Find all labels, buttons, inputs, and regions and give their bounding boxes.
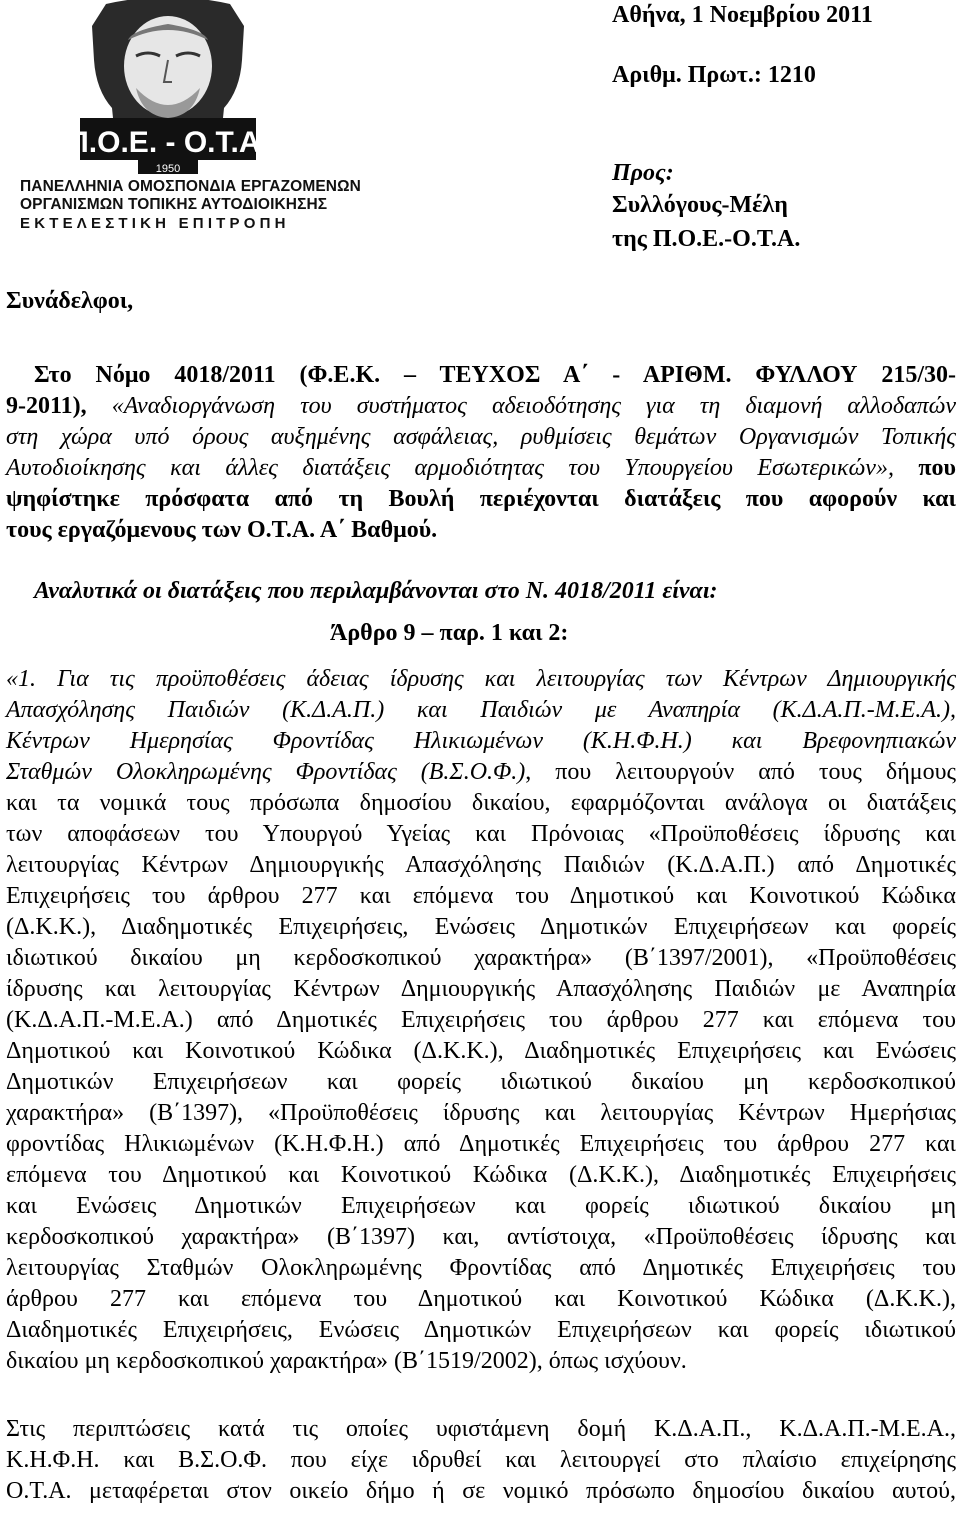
closing-line: Κ.Η.Φ.Η. και Β.Σ.Ο.Φ. που είχε ιδρυθεί και λειτουργεί στο πλαίσιο επιχείρησης [6, 1447, 956, 1473]
recipient-line1: Συλλόγους-Μέλη [612, 192, 788, 218]
quote-line: λειτουργίας Κέντρων Δημιουργικής Απασχόλησης Παιδιών (Κ.Δ.Α.Π.) από Δημοτικές [6, 852, 956, 878]
quote-line: φροντίδας Ηλικιωμένων (Κ.Η.Φ.Η.) από Δημοτικές Επιχειρήσεις του άρθρου 277 και [6, 1131, 956, 1157]
quote-line: χαρακτήρα» (Β΄1397), «Προϋποθέσεις ίδρυσης και λειτουργίας Κέντρων Ημερήσιας [6, 1100, 956, 1126]
quote-line: επόμενα του Δημοτικού και Κοινοτικού Κώδικα (Δ.Κ.Κ.), Διαδημοτικές Επιχειρήσεις [6, 1162, 956, 1188]
intro-line: ψηφίστηκε πρόσφατα από τη Βουλή περιέχονται διατάξεις που αφορούν και [6, 486, 956, 512]
quote-line: των αποφάσεων του Υπουργού Υγείας και Πρόνοιας «Προϋποθέσεις ίδρυσης και [6, 821, 956, 847]
quote-line: Κέντρων Ημερησίας Φροντίδας Ηλικιωμένων (Κ.Η.Φ.Η.) και Βρεφονηπιακών [6, 728, 956, 754]
quote-line: Δημοτικού και Κοινοτικού Κώδικα (Δ.Κ.Κ.), Διαδημοτικές Επιχειρήσεις και Ενώσεις [6, 1038, 956, 1064]
quote-line: δικαίου μη κερδοσκοπικού χαρακτήρα» (Β΄1519/2002), όπως ισχύουν. [6, 1348, 687, 1374]
quote-line: ιδιωτικού δικαίου μη κερδοσκοπικού χαρακτήρα» (Β΄1397/2001), «Προϋποθέσεις [6, 945, 956, 971]
quote-line: Δημοτικών Επιχειρήσεων και φορείς ιδιωτικού δικαίου μη κερδοσκοπικού [6, 1069, 956, 1095]
protocol-number: Αριθμ. Πρωτ.: 1210 [612, 62, 816, 88]
org-name-line2: ΟΡΓΑΝΙΣΜΩΝ ΤΟΠΙΚΗΣ ΑΥΤΟΔΙΟΙΚΗΣΗΣ [20, 196, 328, 213]
intro-line: τους εργαζόμενους των Ο.Τ.Α. Α΄ Βαθμού. [6, 517, 438, 543]
quote-line: ίδρυσης και λειτουργίας Κέντρων Δημιουργικής Απασχόλησης Παιδιών με Αναπηρία [6, 976, 956, 1002]
org-name-line3: ΕΚΤΕΛΕΣΤΙΚΗ ΕΠΙΤΡΟΠΗ [20, 215, 290, 232]
quote-line: Επιχειρήσεις του άρθρου 277 και επόμενα του Δημοτικού και Κοινοτικού Κώδικα [6, 883, 956, 909]
quote-line: Διαδημοτικές Επιχειρήσεις, Ενώσεις Δημοτικών Επιχειρήσεων και φορείς ιδιωτικού [6, 1317, 956, 1343]
recipient-label: Προς: [612, 160, 674, 186]
quote-line: και Ενώσεις Δημοτικών Επιχειρήσεων και φορείς ιδιωτικού δικαίου μη [6, 1193, 956, 1219]
article-quote [6, 664, 956, 1377]
logo-year: 1950 [155, 163, 181, 175]
quote-line: (Κ.Δ.Α.Π.-Μ.Ε.Α.) από Δημοτικές Επιχειρήσεις του άρθρου 277 και επόμενα του [6, 1007, 956, 1033]
intro-paragraph [6, 360, 956, 546]
quote-line: «1. Για τις προϋποθέσεις άδειας ίδρυσης και λειτουργίας των Κέντρων Δημιουργικής [6, 666, 956, 692]
intro-line: Αυτοδιοίκησης και άλλες διατάξεις αρμοδιότητας του Υπουργείου Εσωτερικών», που [6, 455, 956, 481]
quote-line: κερδοσκοπικού χαρακτήρα» (Β΄1397) και, αντίστοιχα, «Προϋποθέσεις ίδρυσης και [6, 1224, 956, 1250]
intro-line: 9-2011), «Αναδιοργάνωση του συστήματος αδειοδότησης για τη διαμονή αλλοδαπών [6, 393, 956, 419]
org-name-line1: ΠΑΝΕΛΛΗΝΙΑ ΟΜΟΣΠΟΝΔΙΑ ΕΡΓΑΖΟΜΕΝΩΝ [20, 178, 361, 195]
closing-paragraph [6, 1414, 956, 1507]
closing-line: Ο.Τ.Α. μεταφέρεται στον οικείο δήμο ή σε νομικό πρόσωπο δημοσίου δικαίου αυτού, [6, 1478, 956, 1504]
closing-line: Στις περιπτώσεις κατά τις οποίες υφιστάμενη δομή Κ.Δ.Α.Π., Κ.Δ.Α.Π.-Μ.Ε.Α., [6, 1416, 956, 1442]
quote-line: Σταθμών Ολοκληρωμένης Φροντίδας (Β.Σ.Ο.Φ.), που λειτουργούν από τους δήμους [6, 759, 957, 785]
recipient-line2: της Π.Ο.Ε.-Ο.Τ.Α. [612, 226, 801, 252]
letter-date: Αθήνα, 1 Νοεμβρίου 2011 [612, 2, 873, 28]
intro-line: Στο Νόμο 4018/2011 (Φ.Ε.Κ. – ΤΕΥΧΟΣ Α΄ - ΑΡΙΘΜ. ΦΥΛΛΟΥ 215/30- [34, 362, 956, 388]
provisions-subheading: Αναλυτικά οι διατάξεις που περιλαμβάνονται στο Ν. 4018/2011 είναι: [34, 578, 718, 604]
article-heading: Άρθρο 9 – παρ. 1 και 2: [330, 620, 569, 646]
quote-line: και τα νομικά τους πρόσωπα δημοσίου δικαίου, εφαρμόζονται ανάλογα οι διατάξεις [6, 790, 956, 816]
intro-line: στη χώρα υπό όρους αυξημένης ασφάλειας, ρυθμίσεις θεμάτων Οργανισμών Τοπικής [6, 424, 956, 450]
quote-line: λειτουργίας Σταθμών Ολοκληρωμένης Φροντίδας από Δημοτικές Επιχειρήσεις του [6, 1255, 956, 1281]
logo-emblem-text: Π.Ο.Ε. - Ο.Τ.Α. [67, 126, 269, 159]
quote-line: Απασχόλησης Παιδιών (Κ.Δ.Α.Π.) και Παιδιών με Αναπηρία (Κ.Δ.Α.Π.-Μ.Ε.Α.), [6, 697, 956, 723]
quote-line: άρθρου 277 και επόμενα του Δημοτικού και Κοινοτικού Κώδικα (Δ.Κ.Κ.), [6, 1286, 956, 1312]
logo-emblem [18, 0, 318, 178]
salutation: Συνάδελφοι, [6, 288, 134, 314]
quote-line: (Δ.Κ.Κ.), Διαδημοτικές Επιχειρήσεις, Ενώσεις Δημοτικών Επιχειρήσεων και φορείς [6, 914, 956, 940]
